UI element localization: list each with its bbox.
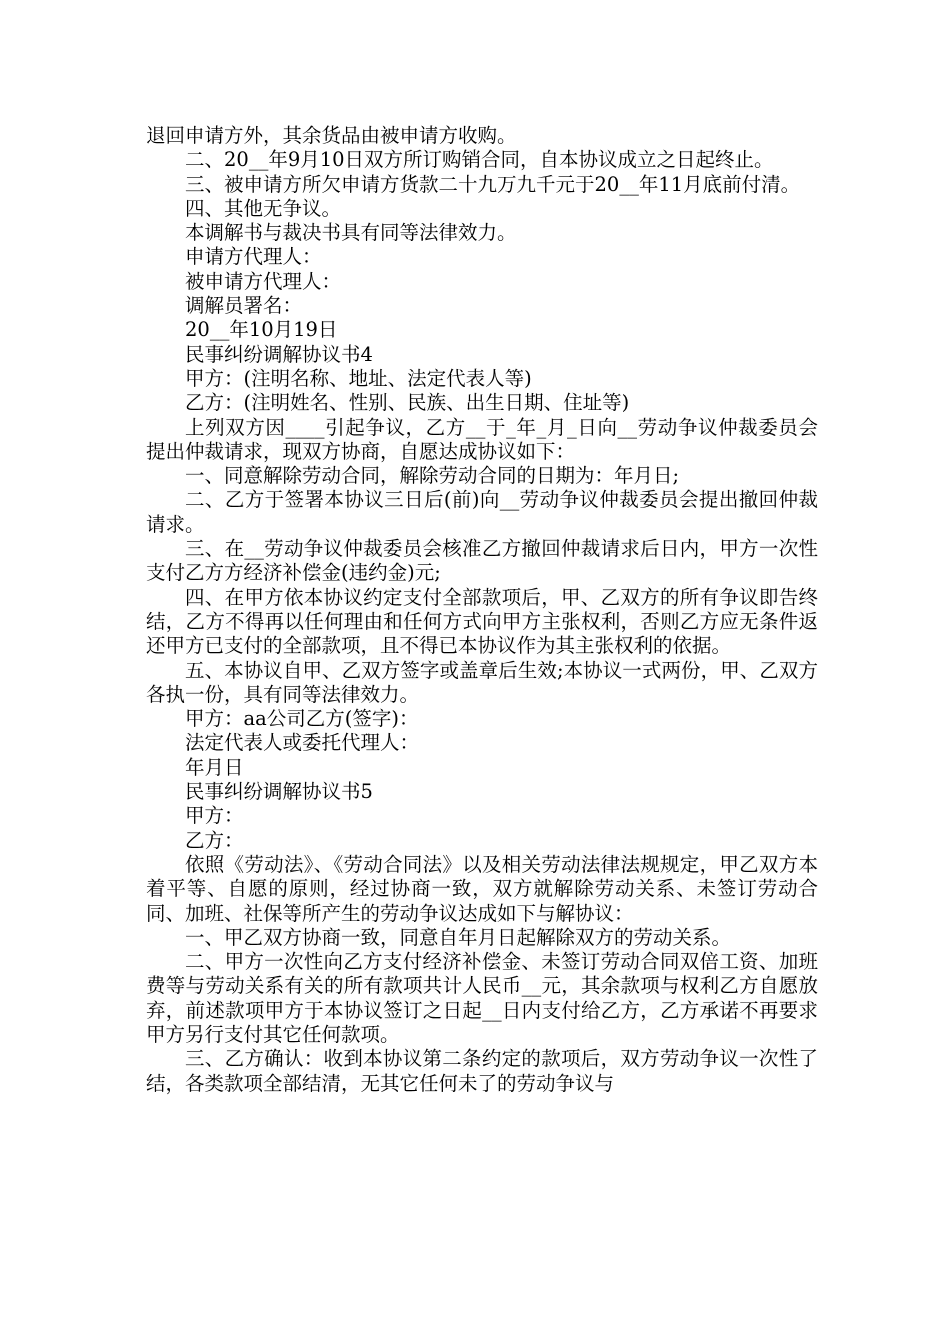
paragraph: 一、同意解除劳动合同，解除劳动合同的日期为：年月日; <box>185 464 680 488</box>
paragraph: 调解员署名： <box>185 294 303 318</box>
paragraph: 本调解书与裁决书具有同等法律效力。 <box>185 221 517 245</box>
paragraph: 乙方： <box>185 828 244 852</box>
paragraph: 一、甲乙双方协商一致，同意自年月日起解除双方的劳动关系。 <box>185 925 732 949</box>
paragraph: 上列双方因____引起争议，乙方__于_年_月_日向__劳动争议仲裁委员会提出仲裁请求，现双方协商，自愿达成协议如下： <box>146 415 818 463</box>
paragraph: 三、被申请方所欠申请方货款二十九万九千元于20__年11月底前付清。 <box>185 172 801 196</box>
paragraph: 申请方代理人： <box>185 245 322 269</box>
paragraph: 二、20__年9月10日双方所订购销合同，自本协议成立之日起终止。 <box>185 148 774 172</box>
paragraph: 三、在__劳动争议仲裁委员会核准乙方撤回仲裁请求后日内，甲方一次性支付乙方方经济补偿金(违约金)元; <box>146 537 818 585</box>
paragraph: 退回申请方外，其余货品由被申请方收购。 <box>146 124 517 147</box>
document-body <box>146 124 818 1096</box>
paragraph: 五、本协议自甲、乙双方签字或盖章后生效;本协议一式两份，甲、乙双方各执一份，具有同等法律效力。 <box>146 658 818 706</box>
paragraph: 甲方：(注明名称、地址、法定代表人等) <box>185 366 532 390</box>
paragraph: 乙方：(注明姓名、性别、民族、出生日期、住址等) <box>185 391 630 415</box>
paragraph: 依照《劳动法》、《劳动合同法》以及相关劳动法律法规规定，甲乙双方本着平等、自愿的原则，经过协商一致，双方就解除劳动关系、未签订劳动合同、加班、社保等所产生的劳动争议达成如下与解协议： <box>146 852 818 925</box>
paragraph: 二、甲方一次性向乙方支付经济补偿金、未签订劳动合同双倍工资、加班费等与劳动关系有关的所有款项共计人民币__元，其余款项与权利乙方自愿放弃，前述款项甲方于本协议签订之日起__日内支付给乙方，乙方承诺不再要求甲方另行支付其它任何款项。 <box>146 950 818 1046</box>
paragraph: 甲方：aa公司乙方(签字)： <box>185 707 419 731</box>
paragraph: 四、在甲方依本协议约定支付全部款项后，甲、乙双方的所有争议即告终结，乙方不得再以任何理由和任何方式向甲方主张权利，否则乙方应无条件返还甲方已支付的全部款项，且不得已本协议作为其主张权利的依据。 <box>146 585 818 658</box>
paragraph: 甲方： <box>185 804 244 828</box>
section-heading: 民事纠纷调解协议书5 <box>185 780 373 804</box>
paragraph: 四、其他无争议。 <box>185 196 342 220</box>
paragraph: 被申请方代理人： <box>185 269 342 293</box>
paragraph: 年月日 <box>185 755 244 779</box>
section-heading: 民事纠纷调解协议书4 <box>185 342 373 366</box>
paragraph: 三、乙方确认：收到本协议第二条约定的款项后，双方劳动争议一次性了结，各类款项全部结清，无其它任何未了的劳动争议与 <box>146 1047 818 1095</box>
paragraph: 20__年10月19日 <box>185 318 338 342</box>
paragraph: 法定代表人或委托代理人： <box>185 731 420 755</box>
paragraph: 二、乙方于签署本协议三日后(前)向__劳动争议仲裁委员会提出撤回仲裁请求。 <box>146 488 818 536</box>
